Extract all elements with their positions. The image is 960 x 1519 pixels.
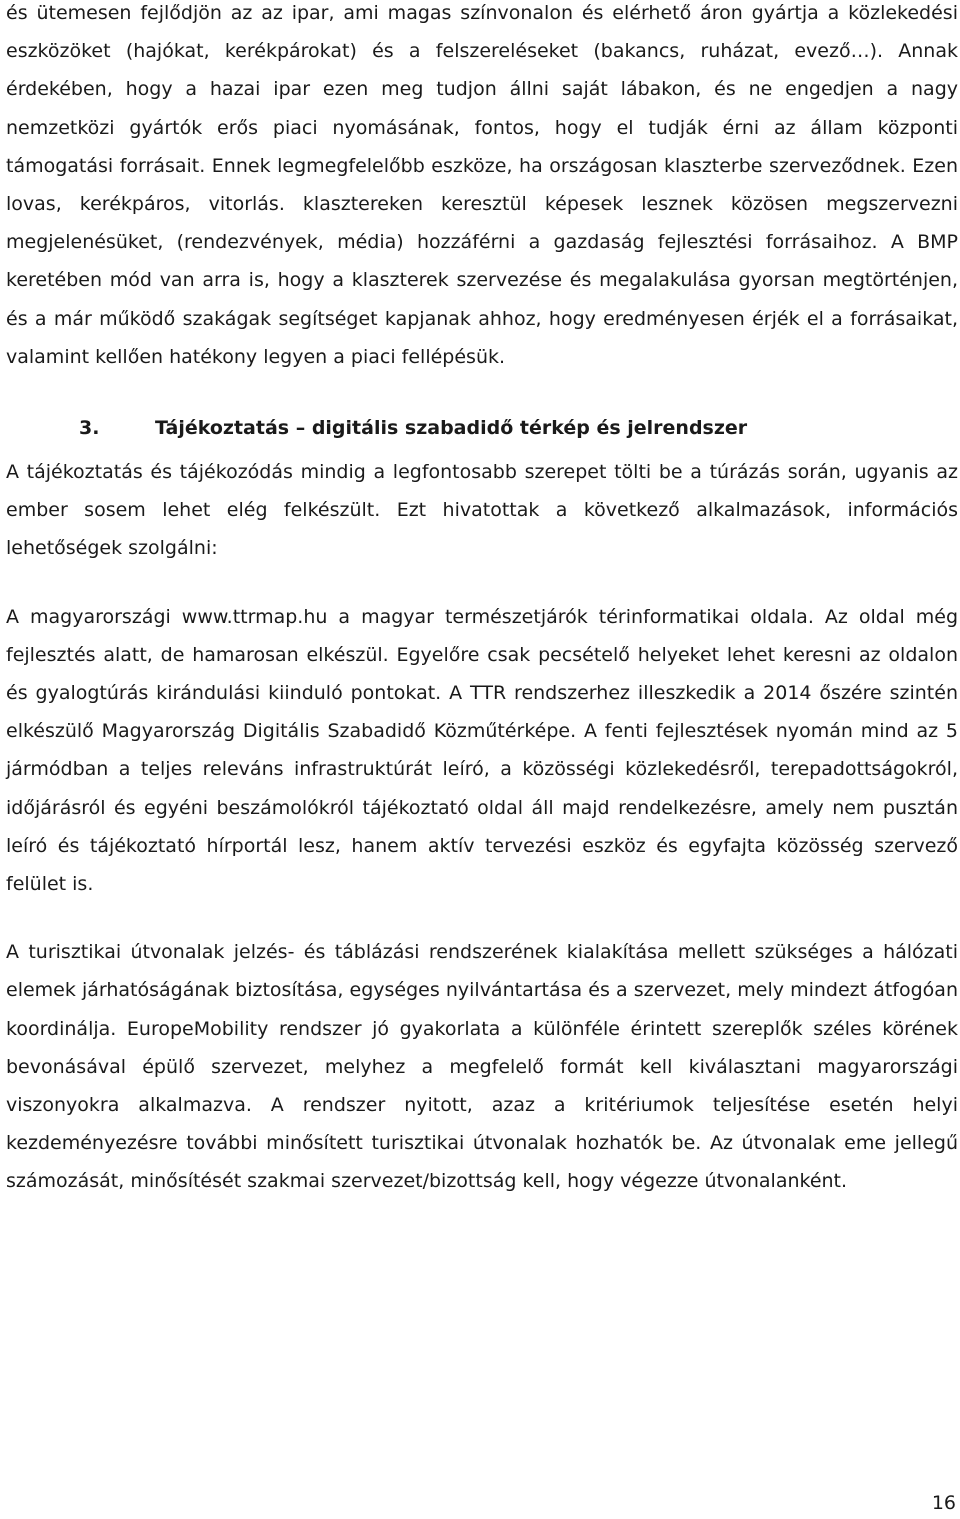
paragraph-trail-marking: A turisztikai útvonalak jelzés- és táblázási rendszerének kialakítása mellett szükséges a hálózati elemek járhatóságának biztosítása, egységes nyilvántartása és a szervezet, mely mindezt átfogóan koordinálja. EuropeMobility rendszer jó gyakorlata a különféle érintett szereplők széles körének bevonásával épülő szervezet, melyhez a megfelelő formát kell kiválasztani magyarországi viszonyokra alkalmazva. A rendszer nyitott, azaz a kritériumok teljesítése esetén helyi kezdeményezésre további minősített turisztikai útvonalak hozhatók be. Az útvonalak eme jellegű számozását, minősítését szakmai szervezet/bizottság kell, hogy végezze útvonalanként. xyxy=(6,941,958,1193)
document-page xyxy=(6,0,958,1201)
page-number: 16 xyxy=(931,1492,956,1514)
section-number: 3. xyxy=(79,417,100,440)
paragraph-ttrmap: A magyarországi www.ttrmap.hu a magyar természetjárók térinformatikai oldala. Az oldal még fejlesztés alatt, de hamarosan elkészül. Egyelőre csak pecsételő helyeket lehet keresni az oldalon és gyalogtúrás kirándulási kiinduló pontokat. A TTR rendszerhez illeszkedik a 2014 őszére szintén elkészülő Magyarország Digitális Szabadidő Közműtérképe. A fenti fejlesztések nyomán mind az 5 jármódban a teljes releváns infrastruktúrát leíró, a közösségi közlekedésről, terepadottságokról, időjárásról és egyéni beszámolókról tájékoztató oldal áll majd rendelkezésre, amely nem pusztán leíró és tájékoztató hírportál lesz, hanem aktív tervezési eszköz és egyfajta közösség szervező felület is. xyxy=(6,605,958,896)
paragraph-cluster-industry: és ütemesen fejlődjön az az ipar, ami magas színvonalon és elérhető áron gyártja a közlekedési eszközöket (hajókat, kerékpárokat) és a felszereléseket (bakancs, ruházat, evező…). Annak érdekében, hogy a hazai ipar ezen meg tudjon állni saját lábakon, és ne engedjen a nagy nemzetközi gyártók erős piaci nyomásának, fontos, hogy el tudják érni az állam központi támogatási forrásait. Ennek legmegfelelőbb eszköze, ha országosan klaszterbe szerveződnek. Ezen lovas, kerékpáros, vitorlás. klasztereken keresztül képesek lesznek közösen megszervezni megjelenésüket, (rendezvények, média) hozzáférni a gazdaság fejlesztési forrásaihoz. A BMP keretében mód van arra is, hogy a klaszterek szervezése és megalakulása gyorsan megtörténjen, és a már működő szakágak segítséget kapjanak ahhoz, hogy eredményesen érjék el a forrásaikat, valamint kellően hatékony legyen a piaci fellépésük. xyxy=(6,2,958,368)
paragraph-information: A tájékoztatás és tájékozódás mindig a legfontosabb szerepet tölti be a túrázás során, ugyanis az ember sosem lehet elég felkészült. Ezt hivatottak a következő alkalmazások, információs lehetőségek szolgálni: xyxy=(6,461,958,560)
section-title: Tájékoztatás – digitális szabadidő térkép és jelrendszer xyxy=(155,417,748,440)
section-heading xyxy=(6,409,958,447)
